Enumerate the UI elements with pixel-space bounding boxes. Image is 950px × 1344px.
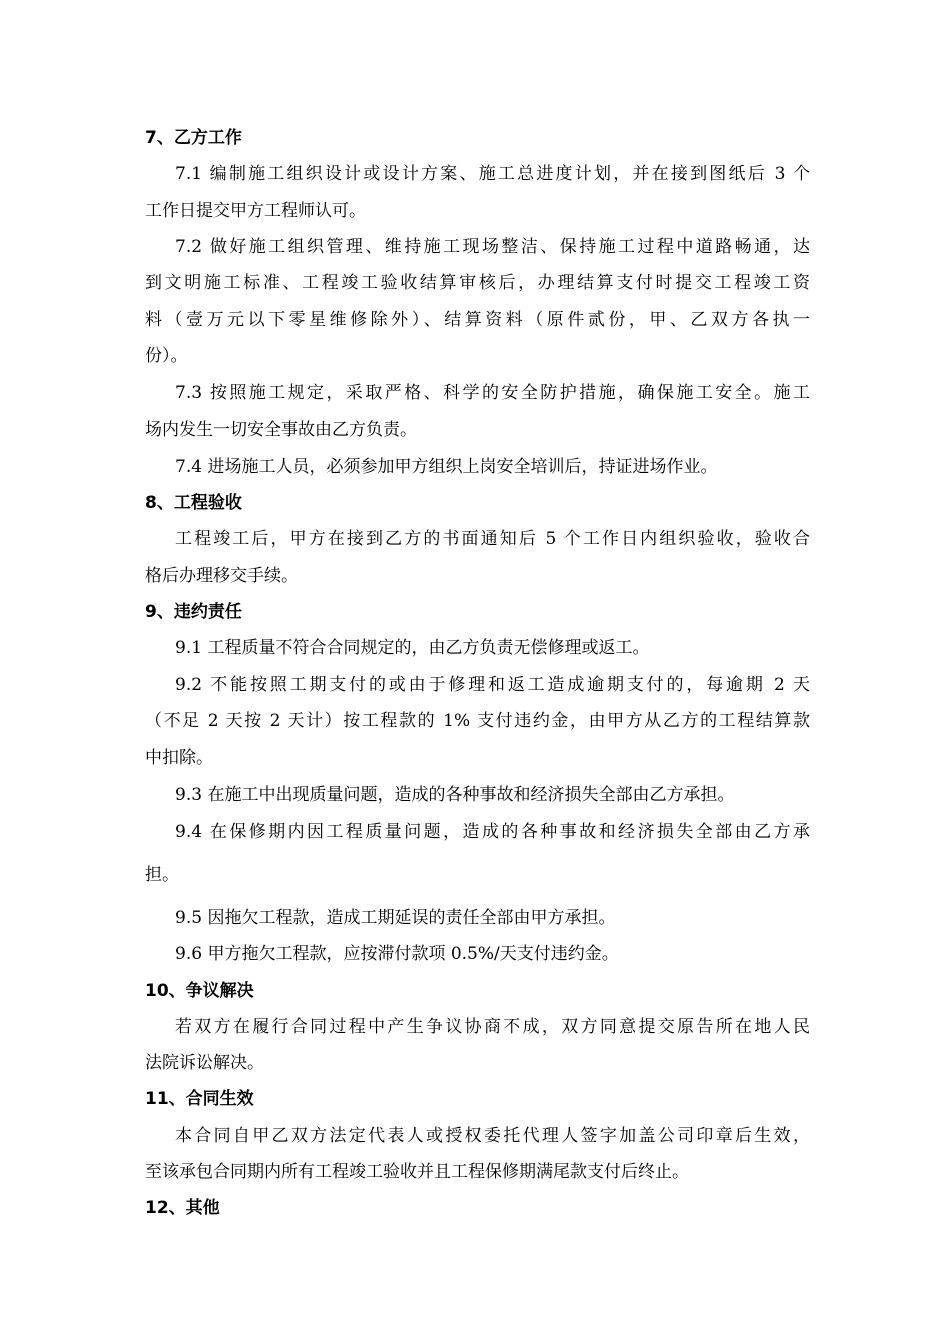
section-8-line-1: 工程竣工后，甲方在接到乙方的书面通知后 5 个工作日内组织验收，验收合 <box>175 529 810 549</box>
clause-7-1-line-1: 7.1 编制施工组织设计或设计方案、施工总进度计划，并在接到图纸后 3 个 <box>175 164 810 184</box>
clause-7-2-line-2: 到文明施工标准、工程竣工验收结算审核后，办理结算支付时提交工程竣工资 <box>145 273 810 293</box>
section-11-line-2: 至该承包合同期内所有工程竣工验收并且工程保修期满尾款支付后终止。 <box>145 1162 689 1182</box>
section-11-line-1: 本合同自甲乙双方法定代表人或授权委托代理人签字加盖公司印章后生效， <box>175 1126 810 1146</box>
section-10-line-2: 法院诉讼解决。 <box>145 1053 264 1073</box>
clause-7-3-line-2: 场内发生一切安全事故由乙方负责。 <box>145 420 417 440</box>
section-heading-8: 8、工程验收 <box>145 493 242 513</box>
section-heading-10: 10、争议解决 <box>145 981 254 1001</box>
clause-9-2-line-2: （不足 2 天按 2 天计）按工程款的 1% 支付违约金，由甲方从乙方的工程结算款 <box>145 711 810 731</box>
clause-7-2-line-3: 料（壹万元以下零星维修除外）、结算资料（原件贰份，甲、乙双方各执一 <box>145 310 810 330</box>
clause-9-4-line-1: 9.4 在保修期内因工程质量问题，造成的各种事故和经济损失全部由乙方承 <box>175 822 810 842</box>
section-8-line-2: 格后办理移交手续。 <box>145 566 298 586</box>
clause-9-2-line-1: 9.2 不能按照工期支付的或由于修理和返工造成逾期支付的，每逾期 2 天 <box>175 675 810 695</box>
clause-7-2-line-4: 份）。 <box>145 346 188 366</box>
section-heading-12: 12、其他 <box>145 1198 220 1218</box>
clause-9-6-line-1: 9.6 甲方拖欠工程款，应按滞付款项 0.5%/天支付违约金。 <box>175 944 619 964</box>
clause-9-2-line-3: 中扣除。 <box>145 748 213 768</box>
clause-7-2-line-1: 7.2 做好施工组织管理、维持施工现场整洁、保持施工过程中道路畅通，达 <box>175 237 810 257</box>
clause-7-1-line-2: 工作日提交甲方工程师认可。 <box>145 201 366 221</box>
section-heading-9: 9、违约责任 <box>145 602 242 622</box>
section-10-line-1: 若双方在履行合同过程中产生争议协商不成，双方同意提交原告所在地人民 <box>175 1017 810 1037</box>
section-heading-11: 11、合同生效 <box>145 1089 254 1109</box>
clause-7-3-line-1: 7.3 按照施工规定，采取严格、科学的安全防护措施，确保施工安全。施工 <box>175 383 810 403</box>
clause-9-5-line-1: 9.5 因拖欠工程款，造成工期延误的责任全部由甲方承担。 <box>175 908 616 928</box>
section-heading-7: 7、乙方工作 <box>145 128 242 148</box>
clause-7-4-line-1: 7.4 进场施工人员，必须参加甲方组织上岗安全培训后，持证进场作业。 <box>175 457 718 477</box>
clause-9-3-line-1: 9.3 在施工中出现质量问题，造成的各种事故和经济损失全部由乙方承担。 <box>175 785 735 805</box>
clause-9-1-line-1: 9.1 工程质量不符合合同规定的，由乙方负责无偿修理或返工。 <box>175 638 650 658</box>
clause-9-4-line-2: 担。 <box>145 865 179 885</box>
